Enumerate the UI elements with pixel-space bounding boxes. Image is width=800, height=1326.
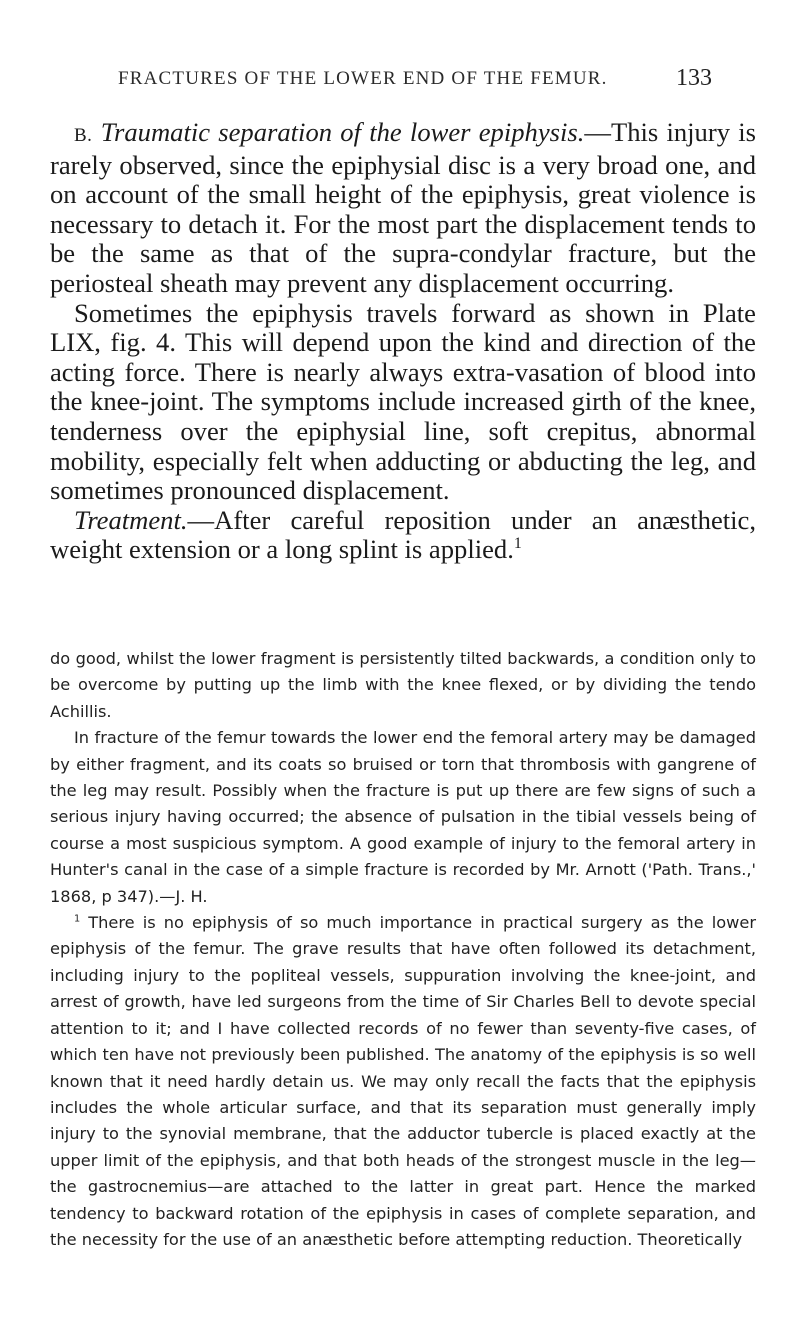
footnote-1 [50, 910, 756, 1253]
paragraph-text: —This injury is rarely observed, since the epiphysial disc is a very broad one, and on account of the small height of the epiphysis, great violence is necessary to detach it. For the most part the displacement tends to be the same as that of the supra-condylar fracture, but the periosteal sheath may prevent any displacement occurring. [50, 117, 756, 298]
section-label: B. [74, 125, 93, 146]
paragraph-text: —After careful reposition under an anæsthetic, weight extension or a long splint is applied. [50, 504, 756, 565]
footnotes [50, 646, 756, 1253]
footnote-femoral-artery: In fracture of the femur towards the lower end the femoral artery may be damaged by either fragment, and its coats so bruised or torn that thrombosis with gangrene of the leg may result. Possibly when the fracture is put up there are few signs of such a serious injury having occurred; the absence of pulsation in the tibial vessels being of course a most suspicious symptom. A good example of injury to the femoral artery in Hunter's canal in the case of a simple fracture is recorded by Mr. Arnott ('Path. Trans.,' 1868, p 347).—J. H. [50, 728, 756, 906]
paragraph-symptoms [50, 299, 756, 506]
main-text [50, 118, 756, 565]
paragraph-text: Sometimes the epiphysis travels forward as shown in Plate LIX, fig. 4. This will depend upon the kind and direction of the acting force. There is nearly always extra-vasation of blood into the knee-joint. The symptoms include increased girth of the knee, tenderness over the epiphysial line, soft crepitus, abnormal mobility, especially felt when adducting or abducting the leg, and sometimes pronounced displacement. [50, 297, 756, 506]
footnote-continued: do good, whilst the lower fragment is persistently tilted backwards, a condition only to be overcome by putting up the limb with the knee flexed, or by dividing the tendo Achillis. [50, 649, 756, 721]
section-heading: Traumatic separation of the lower epiphysis. [100, 117, 585, 147]
treatment-heading: Treatment. [74, 504, 188, 535]
running-title: FRACTURES OF THE LOWER END OF THE FEMUR. [118, 68, 608, 89]
footnote-ref: 1 [513, 535, 522, 553]
paragraph-treatment [50, 506, 756, 565]
page-number: 133 [676, 65, 712, 91]
footnote-1-text: There is no epiphysis of so much importance in practical surgery as the lower epiphysis of the femur. The grave results that have often followed its detachment, including injury to the popliteal vessels, suppuration involving the knee-joint, and arrest of growth, have led surgeons from the time of Sir Charles Bell to devote special attention to it; and I have collected records of no fewer than seventy-five cases, of which ten have not previously been published. The anatomy of the epiphysis is so well known that it need hardly detain us. We may only recall the facts that the epiphysis includes the whole articular surface, and that its separation must generally imply injury to the synovial membrane, that the adductor tubercle is placed exactly at the upper limit of the epiphysis, and that both heads of the strongest muscle in the leg—the gastrocnemius—are attached to the latter in great part. Hence the marked tendency to backward rotation of the epiphysis in cases of complete separation, and the necessity for the use of an anæsthetic before attempting reduction. Theoretically [50, 913, 756, 1249]
footnote-marker: 1 [74, 913, 81, 925]
paragraph-traumatic-separation [50, 118, 756, 299]
